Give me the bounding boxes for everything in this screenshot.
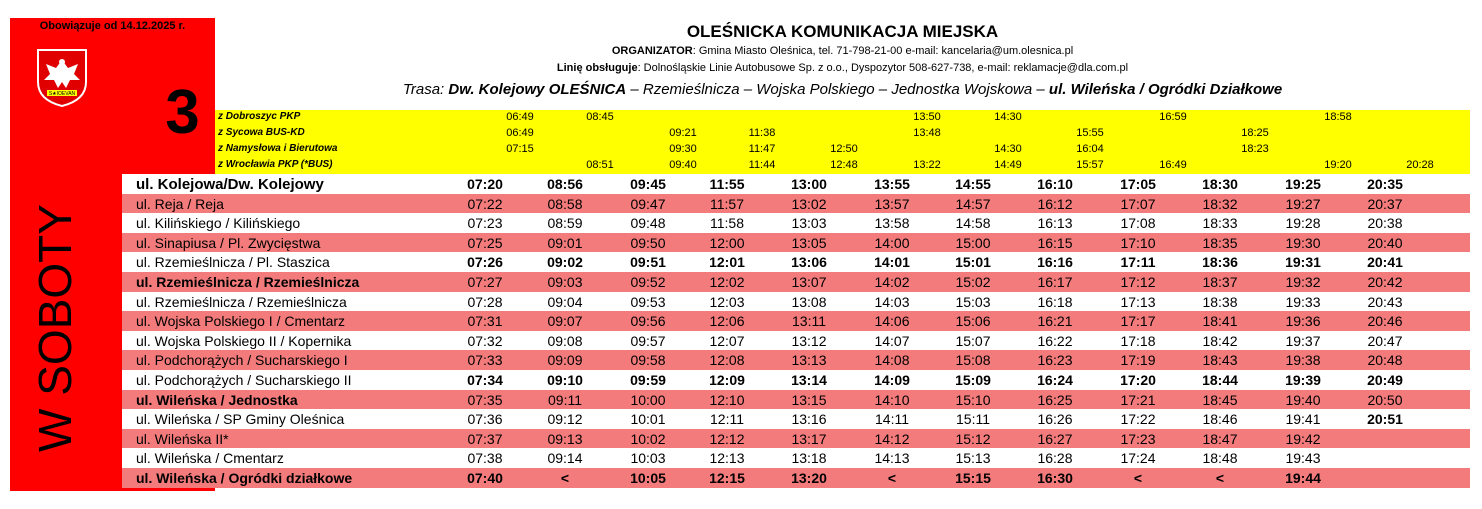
stop-name: ul. Kolejowa/Dw. Kolejowy (136, 176, 324, 193)
departure-time: 14:57 (955, 195, 991, 212)
departure-time: 12:01 (709, 254, 745, 271)
organizer-line (215, 45, 1470, 57)
departure-time: 20:48 (1367, 352, 1403, 369)
departure-time: 13:07 (791, 274, 827, 290)
departure-time: 07:31 (467, 313, 503, 330)
departure-time: 07:37 (467, 430, 503, 447)
departure-time: 14:10 (874, 391, 910, 408)
connection-time: 15:57 (1076, 159, 1104, 171)
connection-row (215, 158, 1470, 174)
departure-time: 16:28 (1037, 450, 1073, 467)
connection-time: 14:49 (994, 159, 1022, 171)
departure-time: 17:23 (1120, 430, 1156, 447)
departure-time: 14:08 (874, 352, 910, 369)
departure-time: 10:03 (630, 450, 666, 467)
departure-time: 18:47 (1202, 430, 1238, 447)
stop-row (122, 370, 1470, 390)
departure-time: 07:22 (467, 195, 503, 212)
departure-time: 20:42 (1367, 274, 1403, 290)
departure-time: 17:22 (1120, 411, 1156, 428)
connection-time: 15:55 (1076, 127, 1104, 139)
connection-row (215, 142, 1470, 158)
departure-time: 13:57 (874, 195, 910, 212)
departure-time: 07:34 (467, 372, 503, 388)
departure-time: 09:58 (630, 352, 666, 369)
departure-time: 16:10 (1037, 176, 1073, 192)
departure-time: 16:13 (1037, 215, 1073, 232)
connection-time: 20:28 (1406, 159, 1434, 171)
connection-time: 11:38 (748, 127, 776, 139)
departure-time: 20:43 (1367, 293, 1403, 310)
departure-time: 17:13 (1120, 293, 1156, 310)
departure-time: 14:06 (874, 313, 910, 330)
departure-time: 15:03 (955, 293, 991, 310)
olesnica-crest-icon (36, 48, 88, 108)
departure-time: 09:56 (630, 313, 666, 330)
departure-time: 15:13 (955, 450, 991, 467)
stop-name: ul. Wojska Polskiego I / Cmentarz (136, 313, 346, 330)
connection-time: 16:49 (1159, 159, 1187, 171)
departure-time: 16:12 (1037, 195, 1073, 212)
departure-time: 12:12 (709, 430, 745, 447)
departure-time: 14:00 (874, 234, 910, 251)
departure-time: 07:26 (467, 254, 503, 271)
stop-row (122, 390, 1470, 410)
connection-label: z Dobroszyc PKP (218, 111, 301, 122)
departure-time: 12:11 (710, 411, 744, 428)
departure-time: 19:32 (1285, 274, 1321, 290)
departure-time: 13:03 (791, 215, 827, 232)
connection-label: z Sycowa BUS-KD (218, 127, 305, 138)
departure-time: 13:06 (791, 254, 827, 271)
connection-time: 09:21 (669, 127, 697, 139)
departure-time: 14:13 (874, 450, 910, 467)
stop-row (122, 174, 1470, 194)
connection-time: 16:59 (1159, 111, 1187, 123)
departure-time: 17:21 (1120, 391, 1156, 408)
departure-time: 19:44 (1285, 470, 1321, 486)
departure-time: 17:07 (1120, 195, 1156, 212)
departure-time: 15:00 (955, 234, 991, 251)
departure-time: 13:16 (791, 411, 827, 428)
departure-time: 19:33 (1285, 293, 1321, 310)
departure-time: 14:58 (955, 215, 991, 232)
departure-time: 18:42 (1202, 332, 1238, 349)
departure-time: 09:47 (630, 195, 666, 212)
stop-name: ul. Wileńska / Ogródki działkowe (136, 470, 353, 486)
connection-time: 06:49 (506, 127, 534, 139)
departure-time: 14:03 (874, 293, 910, 310)
departure-time: 07:36 (467, 411, 503, 428)
departure-time: 09:13 (547, 430, 583, 447)
departure-time: 14:12 (874, 430, 910, 447)
route-end: ul. Wileńska / Ogródki Działkowe (1048, 81, 1283, 98)
departure-time: 17:18 (1120, 332, 1156, 349)
stop-name: ul. Wojska Polskiego II / Kopernika (136, 332, 352, 349)
departure-time: 20:47 (1367, 332, 1403, 349)
operator-title: OLEŚNICKA KOMUNIKACJA MIEJSKA (686, 22, 999, 41)
departure-time: 07:28 (467, 293, 503, 310)
departure-time: 16:22 (1037, 332, 1073, 349)
timetable-header (215, 18, 1470, 108)
departure-time: 18:48 (1202, 450, 1238, 467)
departure-time: 17:12 (1120, 274, 1156, 290)
valid-from-notice: Obowiązuje od 14.12.2025 r. (39, 20, 186, 32)
connection-time: 07:15 (506, 143, 534, 155)
departure-time: 08:58 (547, 195, 583, 212)
stop-row (122, 272, 1470, 292)
stop-name: ul. Rzemieślnicza / Pl. Staszica (136, 254, 330, 271)
departure-time: 13:14 (791, 372, 827, 388)
stop-name: ul. Sinapiusa / Pl. Zwycięstwa (136, 234, 321, 251)
organizer-text: : Gmina Miasto Oleśnica, tel. 71-798-21-00 e-mail: kancelaria@um.olesnica.pl (692, 45, 1074, 57)
stop-row (122, 331, 1470, 351)
departure-time: 12:07 (709, 332, 745, 349)
stop-name: ul. Reja / Reja (136, 195, 224, 212)
departure-time: 18:46 (1202, 411, 1238, 428)
departure-time: 18:45 (1202, 391, 1238, 408)
organizer-label: ORGANIZATOR (611, 45, 693, 57)
departure-time: 13:17 (791, 430, 827, 447)
crest-banner-text: S★IOEVAN (48, 91, 76, 97)
departure-time: 15:08 (955, 352, 991, 369)
connection-label: z Wrocławia PKP (*BUS) (218, 159, 333, 170)
departure-time: 16:24 (1037, 372, 1073, 388)
connection-row (215, 110, 1470, 126)
connection-time: 19:20 (1324, 159, 1352, 171)
connection-time: 08:45 (586, 111, 614, 123)
departure-time: 19:27 (1285, 195, 1321, 212)
departure-time: 11:58 (710, 215, 744, 232)
connection-time: 12:48 (830, 159, 858, 171)
stop-name: ul. Wileńska / Cmentarz (136, 450, 284, 467)
departure-time: 12:02 (709, 274, 745, 290)
route-prefix: Trasa: (402, 81, 445, 98)
departure-time: 19:25 (1285, 176, 1321, 192)
stop-row (122, 233, 1470, 253)
stop-name: ul. Podchorążych / Sucharskiego I (136, 352, 348, 369)
departure-time: 20:49 (1367, 372, 1403, 388)
departure-time: 20:38 (1367, 215, 1403, 232)
departure-time: 18:30 (1202, 176, 1238, 192)
day-type-label: W SOBOTY (29, 204, 81, 452)
operator-line (215, 62, 1470, 74)
departure-time: 15:10 (955, 391, 991, 408)
departure-time: 15:09 (955, 372, 991, 388)
departure-time: 15:15 (955, 470, 991, 486)
stop-name: ul. Wileńska / Jednostka (136, 391, 298, 408)
departure-time: 14:01 (874, 254, 910, 271)
departure-time: 10:02 (630, 430, 666, 447)
departure-time: 17:10 (1120, 234, 1156, 251)
departure-time: 16:17 (1037, 274, 1073, 290)
departure-time: 12:03 (709, 293, 745, 310)
departure-time: 19:31 (1285, 254, 1321, 271)
departure-time: 13:13 (791, 352, 827, 369)
departure-time: 13:15 (791, 391, 827, 408)
departure-time: 20:50 (1367, 391, 1403, 408)
departure-time: 14:09 (874, 372, 910, 388)
departure-time: 19:36 (1285, 313, 1321, 330)
departure-time: 07:38 (467, 450, 503, 467)
departure-time: 12:10 (709, 391, 745, 408)
departure-time: 12:00 (709, 234, 745, 251)
connection-time: 13:22 (913, 159, 941, 171)
departure-time: 19:41 (1285, 411, 1321, 428)
departure-time: 09:51 (630, 254, 666, 271)
connection-time: 13:48 (913, 127, 941, 139)
departure-time: 12:15 (709, 470, 745, 486)
connection-time: 14:30 (994, 143, 1022, 155)
connection-time: 06:49 (506, 111, 534, 123)
line-number: 3 (165, 78, 200, 147)
connection-time: 18:25 (1241, 127, 1269, 139)
departure-time: 10:05 (630, 470, 666, 486)
connection-time: 09:40 (669, 159, 697, 171)
departure-time: 07:27 (467, 274, 503, 290)
departure-time: 17:11 (1120, 254, 1156, 271)
departure-time: 09:12 (547, 411, 583, 428)
departure-time: 18:41 (1202, 313, 1238, 330)
stops-timetable (122, 174, 1470, 490)
departure-time: 19:40 (1285, 391, 1321, 408)
departure-time: 10:01 (630, 411, 666, 428)
departure-time: 20:41 (1367, 254, 1403, 271)
stop-name: ul. Podchorążych / Sucharskiego II (136, 372, 352, 388)
departure-time: 13:58 (874, 215, 910, 232)
stop-row (122, 252, 1470, 272)
departure-time: 14:07 (874, 332, 910, 349)
departure-time: 20:35 (1367, 176, 1403, 192)
departure-time: 18:32 (1202, 195, 1238, 212)
departure-time: 15:06 (955, 313, 991, 330)
departure-time: 16:25 (1037, 391, 1073, 408)
departure-time: 15:07 (955, 332, 991, 349)
departure-time: 09:04 (547, 293, 583, 310)
route-middle: – Rzemieślnicza – Wojska Polskiego – Jednostka Wojskowa – (630, 81, 1045, 98)
departure-time: 17:08 (1120, 215, 1156, 232)
stop-name: ul. Kilińskiego / Kilińskiego (136, 215, 301, 232)
departure-time: 07:20 (467, 176, 503, 192)
departure-time: 17:17 (1120, 313, 1156, 330)
departure-time: 13:18 (791, 450, 827, 467)
departure-time: 15:01 (955, 254, 991, 271)
departure-time: 18:35 (1202, 234, 1238, 251)
stop-row (122, 429, 1470, 449)
connection-time: 14:30 (994, 111, 1022, 123)
departure-time: 18:38 (1202, 293, 1238, 310)
connection-time: 09:30 (669, 143, 697, 155)
connection-label: z Namysłowa i Bierutowa (218, 143, 338, 154)
connection-time: 11:47 (748, 143, 776, 155)
departure-time: 18:36 (1202, 254, 1238, 271)
departure-time: 09:02 (547, 254, 583, 271)
departure-time: 13:05 (791, 234, 827, 251)
departure-time: 08:56 (547, 176, 583, 192)
stop-row (122, 292, 1470, 312)
departure-time: 16:21 (1037, 313, 1073, 330)
departure-time: 09:14 (547, 450, 583, 467)
stop-row (122, 194, 1470, 214)
departure-time: 14:55 (955, 176, 991, 192)
departure-time: 12:08 (709, 352, 745, 369)
departure-time: 16:26 (1037, 411, 1073, 428)
departure-time: < (1133, 470, 1143, 486)
connection-time: 12:50 (830, 143, 858, 155)
connection-time: 13:50 (913, 111, 941, 123)
departure-time: 18:44 (1202, 372, 1238, 388)
departure-time: 15:12 (955, 430, 991, 447)
departure-time: 13:12 (791, 332, 827, 349)
departure-time: 16:30 (1037, 470, 1073, 486)
operator-text: : Dolnośląskie Linie Autobusowe Sp. z o.o., Dyspozytor 508-627-738, e-mail: reklamacje@dla.com.pl (637, 62, 1129, 74)
departure-time: 20:51 (1367, 411, 1403, 428)
departure-time: 09:53 (630, 293, 666, 310)
departure-time: 16:16 (1037, 254, 1073, 271)
departure-time: 16:23 (1037, 352, 1073, 369)
departure-time: 20:40 (1367, 234, 1403, 251)
connection-time: 18:23 (1241, 143, 1269, 155)
departure-time: 16:27 (1037, 430, 1073, 447)
departure-time: 16:15 (1037, 234, 1073, 251)
stop-row (122, 468, 1470, 488)
departure-time: 09:52 (630, 274, 666, 290)
departure-time: 07:33 (467, 352, 503, 369)
departure-time: 17:24 (1120, 450, 1156, 467)
departure-time: 17:19 (1120, 352, 1156, 369)
departure-time: 15:11 (956, 411, 990, 428)
departure-time: 09:10 (547, 372, 583, 388)
departure-time: 13:00 (791, 176, 827, 192)
departure-time: 13:02 (791, 195, 827, 212)
departure-time: 09:08 (547, 332, 583, 349)
departure-time: 12:09 (709, 372, 745, 388)
connection-time: 18:58 (1324, 111, 1352, 123)
departure-time: 09:01 (547, 234, 583, 251)
departure-time: 11:55 (709, 176, 745, 192)
departure-time: 13:08 (791, 293, 827, 310)
stop-name: ul. Wileńska II* (136, 430, 229, 447)
departure-time: 19:38 (1285, 352, 1321, 369)
operator-label: Linię obsługuje (556, 62, 638, 74)
departure-time: 13:20 (791, 470, 827, 486)
departure-time: < (887, 470, 897, 486)
departure-time: 12:13 (709, 450, 745, 467)
departure-time: 18:33 (1202, 215, 1238, 232)
departure-time: 17:05 (1120, 176, 1156, 192)
departure-time: 07:40 (467, 470, 503, 486)
departure-time: 09:09 (547, 352, 583, 369)
stop-name: ul. Wileńska / SP Gminy Oleśnica (136, 411, 345, 428)
route-line (215, 81, 1470, 98)
stop-row (122, 213, 1470, 233)
connection-row (215, 126, 1470, 142)
departure-time: 15:02 (955, 274, 991, 290)
departure-time: 16:18 (1037, 293, 1073, 310)
departure-time: 09:03 (547, 274, 583, 290)
departure-time: 09:45 (630, 176, 666, 192)
stop-row (122, 448, 1470, 468)
departure-time: 18:37 (1202, 274, 1238, 290)
departure-time: 09:07 (547, 313, 583, 330)
departure-time: 19:37 (1285, 332, 1321, 349)
departure-time: 10:00 (630, 391, 666, 408)
stop-row (122, 311, 1470, 331)
departure-time: 17:20 (1120, 372, 1156, 388)
connection-time: 11:44 (748, 159, 776, 171)
departure-time: 20:46 (1367, 313, 1403, 330)
stop-row (122, 350, 1470, 370)
departure-time: 07:23 (467, 215, 503, 232)
departure-time: 09:59 (630, 372, 666, 388)
departure-time: 19:39 (1285, 372, 1321, 388)
departure-time: 09:57 (630, 332, 666, 349)
departure-time: 19:28 (1285, 215, 1321, 232)
departure-time: 11:57 (710, 195, 744, 212)
departure-time: 19:43 (1285, 450, 1321, 467)
departure-time: 07:32 (467, 332, 503, 349)
departure-time: < (560, 470, 570, 486)
departure-time: 09:48 (630, 215, 666, 232)
connection-time: 08:51 (586, 159, 614, 171)
departure-time: 13:55 (874, 176, 910, 192)
departure-time: 20:37 (1367, 195, 1403, 212)
departure-time: 07:25 (467, 234, 503, 251)
departure-time: 14:11 (875, 411, 909, 428)
stop-name: ul. Rzemieślnicza / Rzemieślnicza (136, 293, 347, 310)
connections-section (215, 110, 1470, 174)
stop-name: ul. Rzemieślnicza / Rzemieślnicza (136, 274, 360, 290)
departure-time: 08:59 (547, 215, 583, 232)
departure-time: 12:06 (709, 313, 745, 330)
departure-time: 18:43 (1202, 352, 1238, 369)
departure-time: 19:30 (1285, 234, 1321, 251)
connection-time: 16:04 (1076, 143, 1104, 155)
stop-row (122, 409, 1470, 429)
departure-time: 19:42 (1285, 430, 1321, 447)
route-start: Dw. Kolejowy OLEŚNICA (448, 81, 627, 98)
departure-time: 13:11 (792, 313, 826, 330)
departure-time: < (1215, 470, 1225, 486)
departure-time: 07:35 (467, 391, 503, 408)
departure-time: 09:50 (630, 234, 666, 251)
departure-time: 09:11 (548, 391, 582, 408)
departure-time: 14:02 (874, 274, 910, 290)
